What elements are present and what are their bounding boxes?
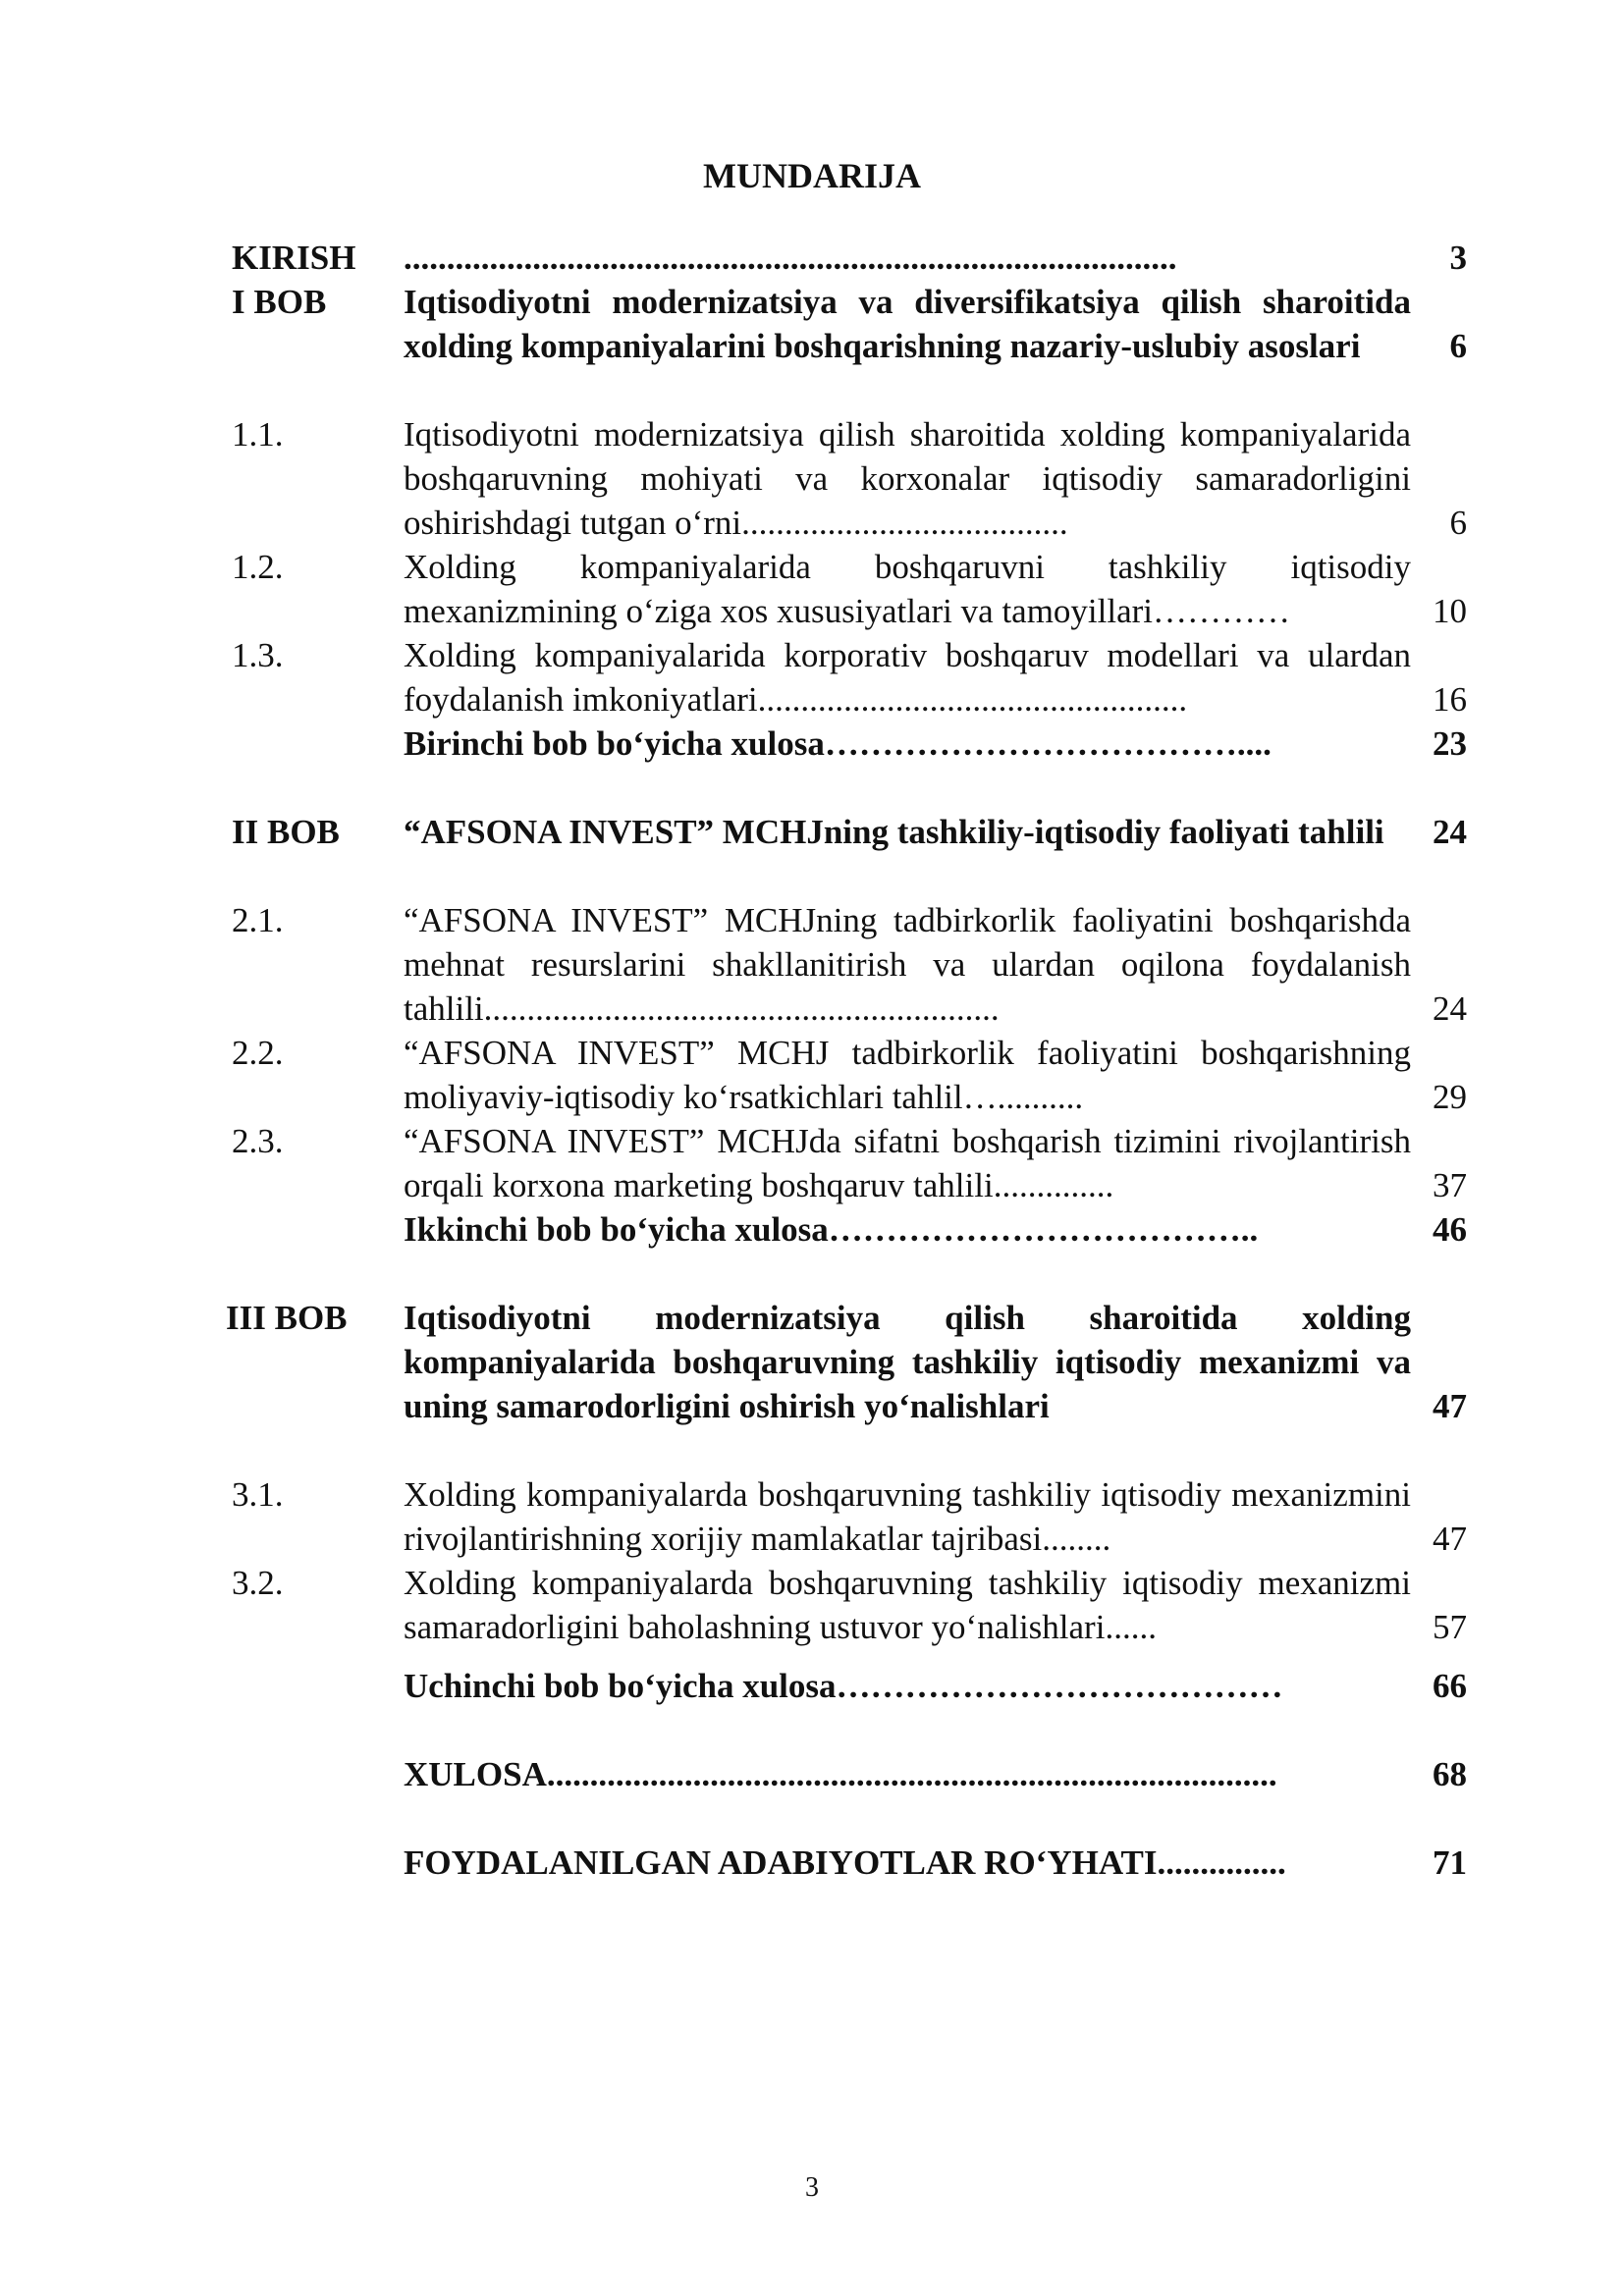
toc-entry-number: 3.1. [232,1475,284,1514]
toc-entry-section-1-1[interactable] [232,412,1489,545]
page-footer-number: 3 [805,2172,819,2203]
toc-entry-page: 6 [1449,327,1467,365]
toc-entry-page: 3 [1449,239,1467,277]
toc-entry-section-1-3[interactable] [232,633,1489,721]
toc-entry-references[interactable] [232,1841,1489,1885]
toc-entry-page: 24 [1433,813,1467,851]
toc-entry-number: 2.2. [232,1034,284,1072]
toc-entry-title: “AFSONA INVEST” MCHJning tashkiliy-iqtisodiy faoliyati tahlili [404,813,1384,851]
toc-entry-kirish[interactable] [232,236,1489,280]
toc-entry-title: XULOSA..................................................................................... [404,1755,1277,1793]
toc-entry-title: Xolding kompaniyalarida korporativ boshqaruv modellari va ulardan foydalanish imkoniyatlari.................................................. [404,636,1411,719]
toc-entry-page: 6 [1449,504,1467,542]
toc-entry-number: I BOB [232,283,327,321]
toc-entry-chapter-2[interactable] [232,810,1489,854]
toc-entry-page: 66 [1433,1667,1467,1705]
toc-entry-chapter-2-conclusion[interactable] [232,1207,1489,1252]
toc-entry-title: Xolding kompaniyalarda boshqaruvning tashkiliy iqtisodiy mexanizmi samaradorligini baholashning ustuvor yo‘nalishlari...... [404,1564,1411,1646]
toc-entry-page: 23 [1433,724,1467,763]
toc-entry-title: “AFSONA INVEST” MCHJda sifatni boshqarish tizimini rivojlantirish orqali korxona marketing boshqaruv tahlili.............. [404,1122,1411,1204]
toc-entry-page: 29 [1433,1078,1467,1116]
toc-entry-section-3-2[interactable] [232,1561,1489,1649]
toc-entry-chapter-3[interactable] [226,1296,1489,1428]
table-of-contents [226,236,1489,1885]
toc-entry-page: 57 [1433,1608,1467,1646]
toc-entry-number: II BOB [232,813,340,851]
toc-entry-title: “AFSONA INVEST” MCHJ tadbirkorlik faoliyatini boshqarishning moliyaviy-iqtisodiy ko‘rsatkichlari tahlil….......... [404,1034,1411,1116]
toc-entry-section-2-1[interactable] [232,898,1489,1031]
toc-entry-page: 24 [1433,989,1467,1028]
toc-entry-chapter-1-conclusion[interactable] [232,721,1489,766]
toc-entry-title: Uchinchi bob bo‘yicha xulosa………………………………… [404,1667,1283,1705]
toc-entry-title: Iqtisodiyotni modernizatsiya qilish sharoitida xolding kompaniyalarida boshqaruvning mohiyati va korxonalar iqtisodiy samaradorligini oshirishdagi tutgan o‘rni...................................... [404,415,1411,542]
toc-entry-page: 71 [1433,1843,1467,1882]
toc-entry-title: Xolding kompaniyalarida boshqaruvni tashkiliy iqtisodiy mexanizmining o‘ziga xos xususiyatlari va tamoyillari………… [404,548,1411,630]
toc-entry-page: 16 [1433,680,1467,719]
toc-entry-section-3-1[interactable] [232,1472,1489,1561]
toc-entry-page: 37 [1433,1166,1467,1204]
toc-entry-section-1-2[interactable] [232,545,1489,633]
toc-entry-title: Ikkinchi bob bo‘yicha xulosa……………………………….. [404,1210,1259,1249]
toc-entry-page: 47 [1433,1520,1467,1558]
toc-entry-page: 10 [1433,592,1467,630]
toc-title: MUNDARIJA [703,156,921,195]
toc-entry-page: 68 [1433,1755,1467,1793]
toc-entry-title: “AFSONA INVEST” MCHJning tadbirkorlik faoliyatini boshqarishda mehnat resurslarini shakllanitirish va ulardan oqilona foydalanish tahlili............................................................ [404,901,1411,1028]
toc-entry-number: 2.3. [232,1122,284,1160]
toc-entry-section-2-2[interactable] [232,1031,1489,1119]
toc-entry-title: Xolding kompaniyalarda boshqaruvning tashkiliy iqtisodiy mexanizmini rivojlantirishning xorijiy mamlakatlar tajribasi........ [404,1475,1411,1558]
toc-entry-chapter-1[interactable] [232,280,1489,368]
toc-entry-number: III BOB [226,1299,348,1337]
toc-entry-conclusion[interactable] [232,1752,1489,1796]
toc-entry-title: Iqtisodiyotni modernizatsiya qilish sharoitida xolding kompaniyalarida boshqaruvning tashkiliy iqtisodiy mexanizmi va uning samarodorligini oshirish yo‘nalishlari [404,1299,1411,1425]
toc-entry-number: 1.3. [232,636,284,674]
toc-entry-title: .......................................................................................... [404,239,1177,277]
toc-entry-number: 3.2. [232,1564,284,1602]
toc-entry-title: Birinchi bob bo‘yicha xulosa……………………………….... [404,724,1272,763]
toc-entry-number: 1.1. [232,415,284,454]
toc-entry-section-2-3[interactable] [232,1119,1489,1207]
toc-entry-title: Iqtisodiyotni modernizatsiya va diversifikatsiya qilish sharoitida xolding kompaniyalarini boshqarishning nazariy-uslubiy asoslari [404,283,1411,365]
toc-entry-number: 2.1. [232,901,284,939]
toc-entry-page: 46 [1433,1210,1467,1249]
toc-entry-number: KIRISH [232,239,356,277]
toc-entry-title: FOYDALANILGAN ADABIYOTLAR RO‘YHATI............... [404,1843,1286,1882]
toc-entry-number: 1.2. [232,548,284,586]
toc-entry-chapter-3-conclusion[interactable] [232,1664,1489,1708]
toc-entry-page: 47 [1433,1387,1467,1425]
